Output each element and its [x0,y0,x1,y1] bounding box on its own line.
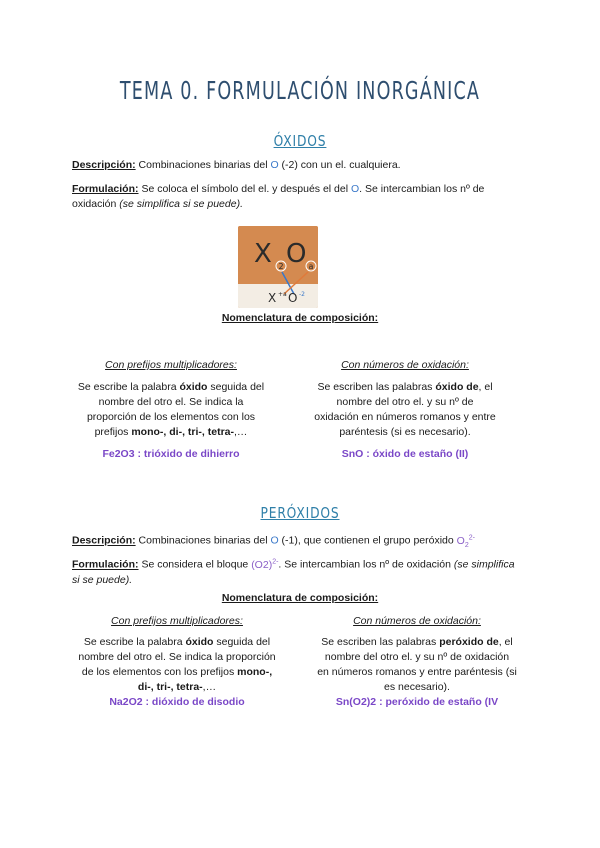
formulacion-label: Formulación: [72,183,139,195]
descripcion-label: Descripción: [72,534,136,547]
oxidos-prefijos-column [66,358,276,462]
example-formula: Sn(O2)2 : peróxido de estaño (IV [335,696,499,708]
formulacion-label: Formulación: [72,558,139,571]
oxygen-symbol: O [350,183,360,195]
peroxidos-prefijos-column [62,614,292,710]
formulacion-note: (se simplifica [453,558,515,571]
column-text: proporción de los elementos con los [86,411,256,423]
descripcion-text: Combinaciones binarias del [138,159,271,171]
peroxidos-numeros-column [306,614,528,710]
formulacion-note: (se simplifica si se puede). [119,198,243,210]
column-heading: Con números de oxidación: [341,359,469,371]
diagram-sub-right: a [308,262,314,271]
column-heading: Con prefijos multiplicadores: [105,359,237,371]
column-text: Se escribe la palabra óxido seguida del [83,636,271,648]
descripcion-text: Combinaciones binarias del [138,534,271,547]
descripcion-label: Descripción: [72,159,136,171]
column-text: Se escriben las palabras peróxido de, el [321,636,513,648]
oxidos-numeros-column [300,358,510,462]
peroxide-group: $O_2^{2-}$ [456,534,475,549]
peroxidos-heading: PERÓXIDOS [260,504,340,522]
oxygen-symbol: O [270,159,279,171]
diagram-o: O [286,239,307,269]
example-formula: Fe2O3 : trióxido de dihierro [102,448,240,460]
formulacion-line2: si se puede). [72,573,133,586]
example-formula: SnO : óxido de estaño (II) [341,448,469,460]
column-text: nombre del otro el. Se indica la proporción [78,651,276,663]
oxidos-heading: ÓXIDOS [273,132,327,150]
column-heading: Con números de oxidación: [353,615,481,627]
diagram-bottom-o: O [288,291,298,305]
oxidos-descripcion [72,158,542,173]
descripcion-text-end: (-2) con un el. cualquiera. [278,159,401,171]
diagram-bottom-sup2: -2 [299,291,305,298]
peroxidos-formulacion [72,554,542,588]
formulacion-text: Se coloca el símbolo del el. y después el del [141,183,351,195]
diagram-x: X [254,239,272,269]
diagram-sub-left: 2 [278,262,284,271]
column-text: es necesario). [384,681,450,693]
formulacion-text-end: . Se intercambian los nº de oxidación [278,558,454,571]
oxygen-symbol: O [270,534,279,547]
crossing-diagram-image [238,226,318,308]
example-formula: Na2O2 : dióxido de disodio [109,696,245,708]
peroxide-block: $(O2)^{2-}$ [251,558,279,571]
column-text: nombre del otro el. y su nº de oxidación [324,651,510,663]
column-text: nombre del otro el. y su nº de [336,396,474,408]
column-text: Se escriben las palabras óxido de, el [317,381,493,393]
column-text: en números romanos y entre paréntesis (si [317,666,517,678]
oxidos-formulacion [72,182,542,212]
column-text: prefijos mono-, di-, tri-, tetra-,… [94,426,248,438]
diagram-bottom-sup: +a [278,291,287,298]
peroxidos-descripcion [72,530,542,553]
column-heading: Con prefijos multiplicadores: [111,615,243,627]
crossing-diagram [238,226,318,308]
formulacion-text: Se considera el bloque [141,558,252,571]
formulacion-text-end: . Se intercambian los nº de [359,183,485,195]
descripcion-text-end: (-1), que contienen el grupo peróxido [278,534,457,547]
column-text: paréntesis (si es necesario). [339,426,471,438]
column-text: de los elementos con los prefijos mono-, [81,666,273,678]
column-text: nombre del otro el. Se indica la [98,396,244,408]
oxidos-nomenclatura: Nomenclatura de composición: [221,312,379,324]
column-text: oxidación en números romanos y entre [314,411,496,423]
page-title: TEMA 0. FORMULACIÓN INORGÁNICA [119,76,481,105]
column-text: di-, tri-, tetra-,… [137,681,217,693]
column-text: Se escribe la palabra óxido seguida del [77,381,265,393]
formulacion-line2: oxidación [72,198,120,210]
peroxidos-nomenclatura: Nomenclatura de composición: [221,592,379,604]
diagram-bottom-x: X [268,291,277,305]
